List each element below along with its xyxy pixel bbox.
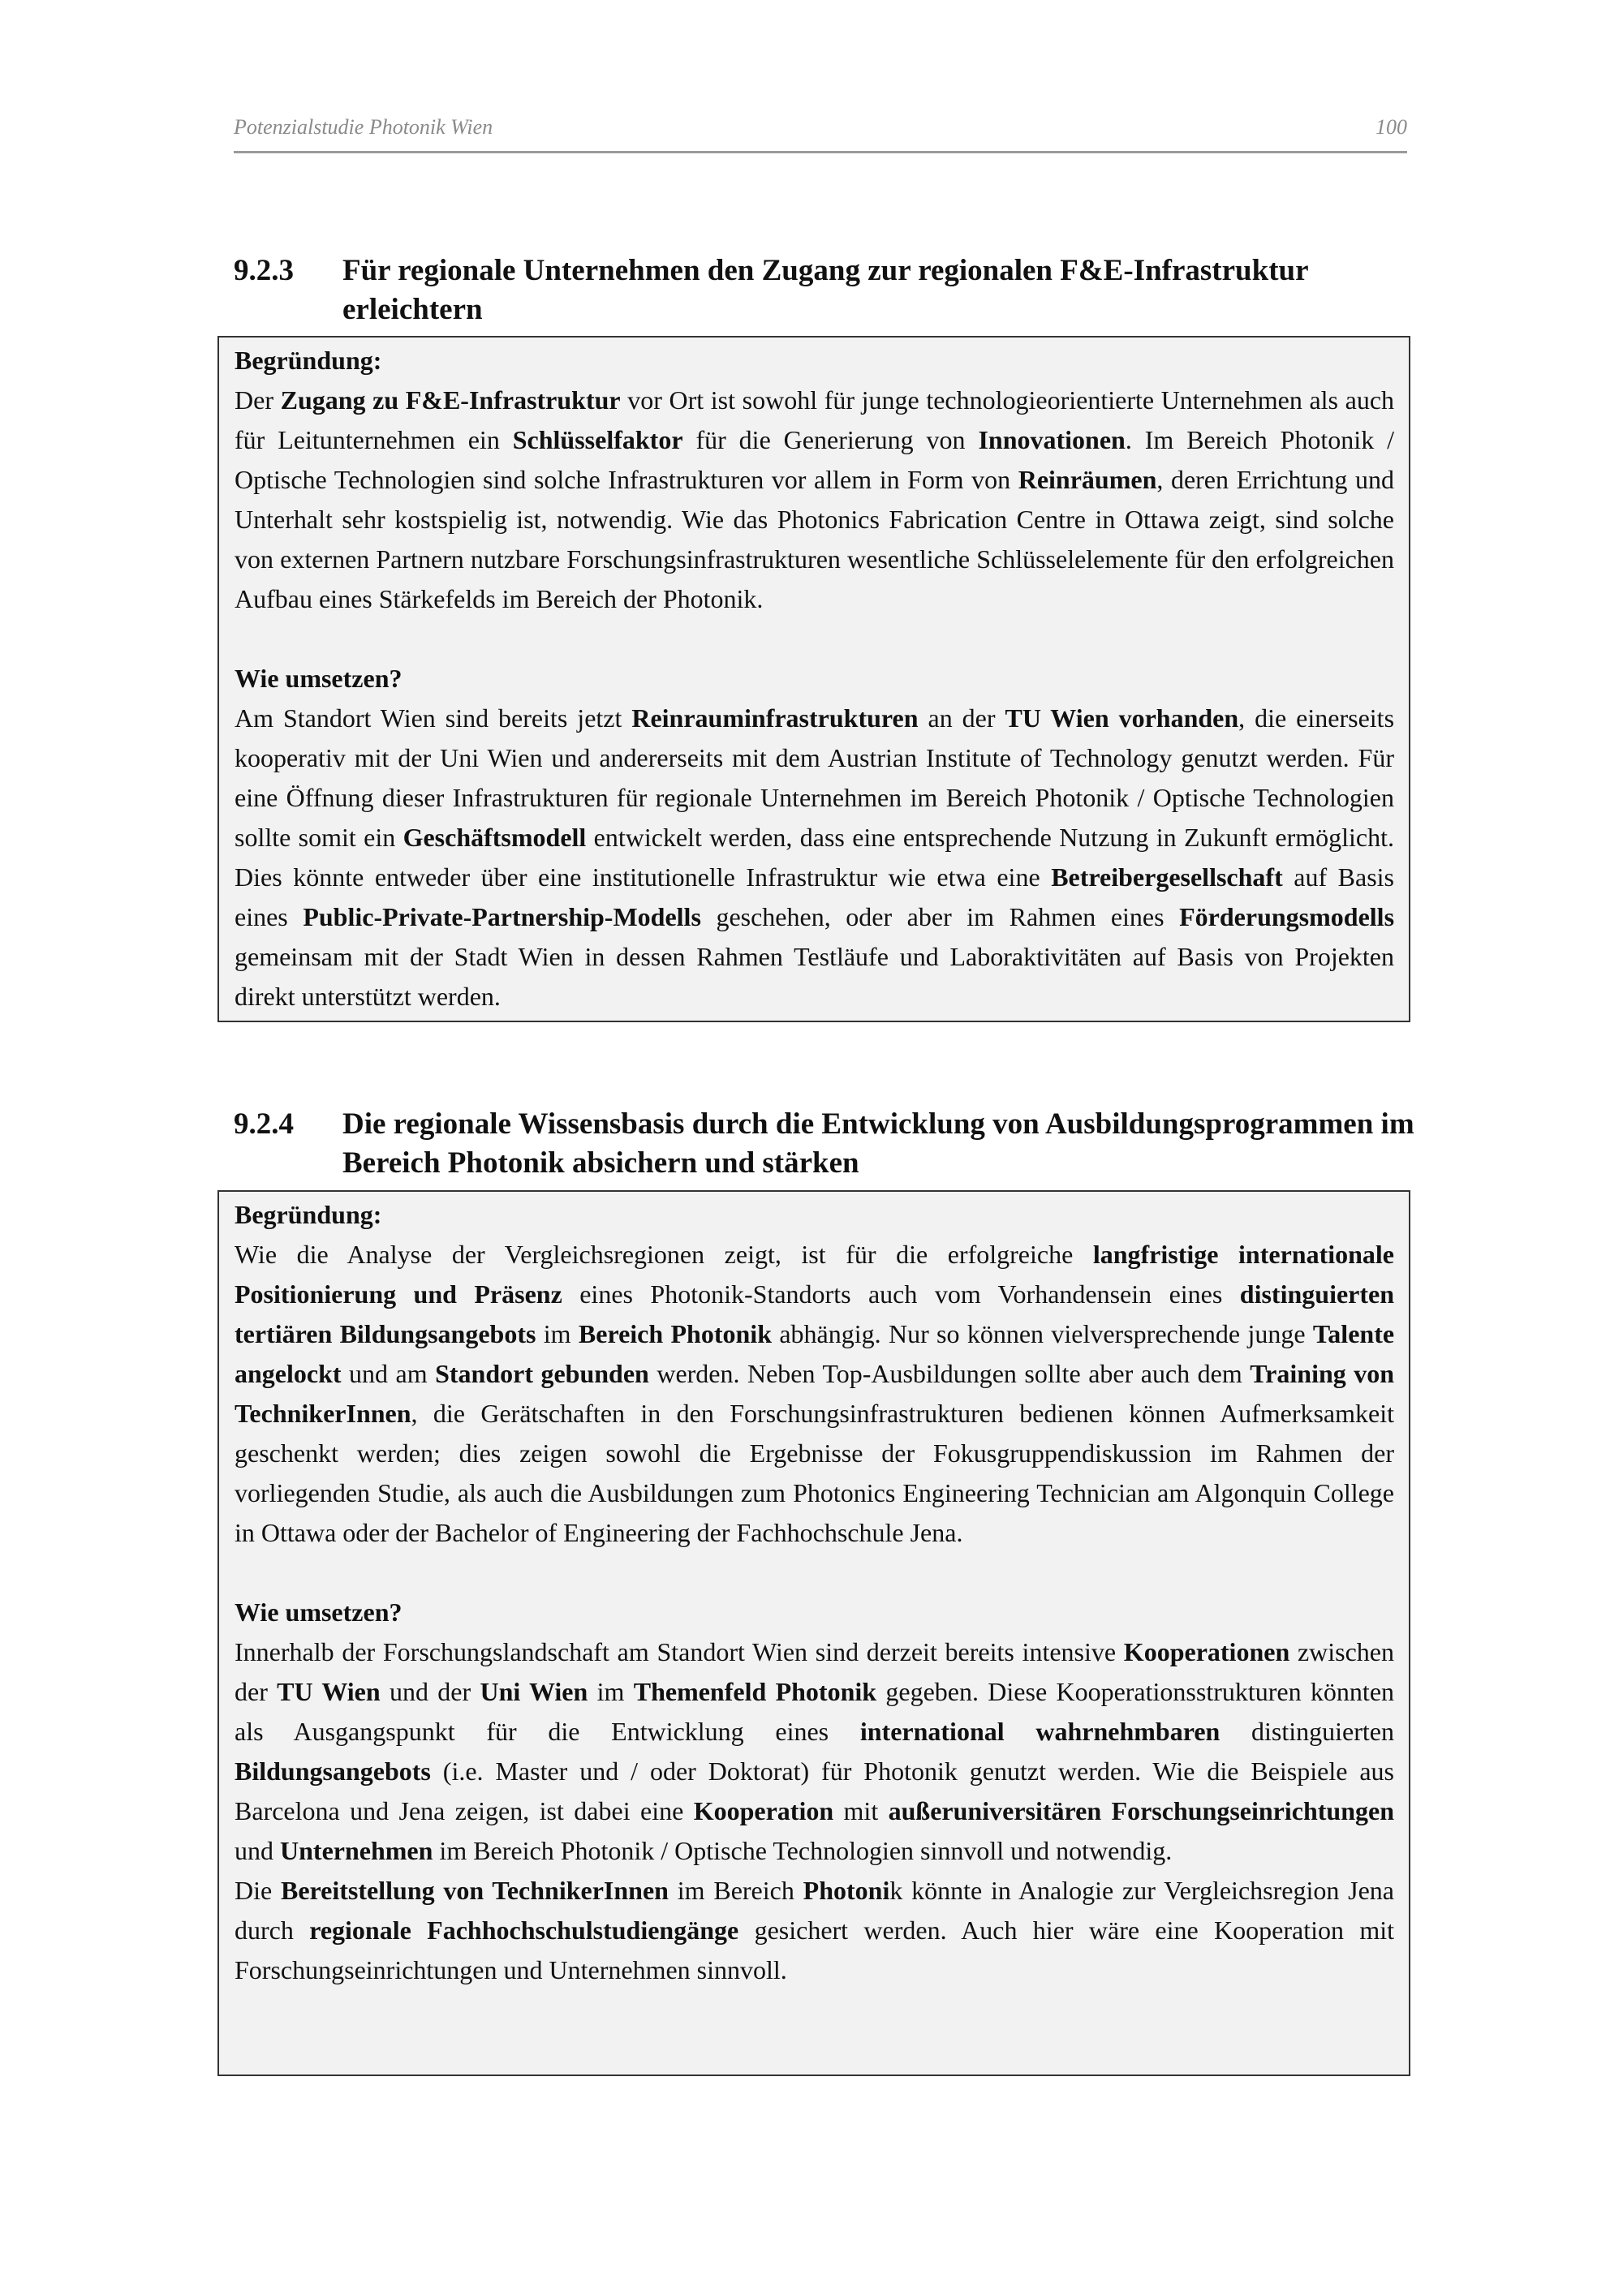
bold-phrase: international wahrnehmbaren — [859, 1717, 1220, 1746]
bold-phrase: TU Wien — [277, 1677, 381, 1706]
section-923-box — [217, 336, 1410, 1022]
bold-phrase: Schlüsselfaktor — [512, 425, 683, 454]
section-924-box — [217, 1190, 1410, 2076]
section-924-heading — [234, 1105, 1419, 1183]
bold-phrase: Photoni — [803, 1876, 890, 1905]
text-run: abhängig. Nur so können vielversprechende junge — [772, 1319, 1313, 1348]
text-run: für die Generierung von — [682, 425, 979, 454]
bold-phrase: Betreibergesellschaft — [1051, 862, 1283, 892]
begruendung-label: Begründung: — [235, 1200, 382, 1229]
bold-phrase: distinguierten tertiären Bildungsangebots — [235, 1279, 1395, 1348]
text-run: im Bereich Photonik / Optische Technologien sinnvoll und notwendig. — [433, 1836, 1173, 1865]
section-number: 9.2.4 — [234, 1107, 294, 1141]
bold-phrase: Public-Private-Partnership-Modells — [303, 902, 701, 931]
text-run: zwischen der — [235, 1637, 1395, 1706]
bold-phrase: Training von TechnikerInnen — [235, 1359, 1395, 1428]
text-run: und — [235, 1836, 280, 1865]
text-run: eines Photonik-Standorts auch vom Vorhandensein eines — [562, 1279, 1240, 1309]
text-run: (i.e. Master und / oder Doktorat) für Photonik genutzt werden. Wie die Beispiele aus Barcelona und Jena zeigen, ist dabei eine — [235, 1756, 1394, 1825]
text-run: entwickelt werden, dass eine entsprechende Nutzung in Zukunft ermöglicht. Dies könnte entweder über eine institutionelle Infrastruktur wie etwa eine — [235, 823, 1395, 892]
text-run: k könnte in Analogie zur Vergleichsregion Jena durch — [235, 1876, 1394, 1945]
section-923-heading — [234, 252, 1419, 329]
text-run: Innerhalb der Forschungslandschaft am Standort Wien sind derzeit bereits intensive — [235, 1637, 1124, 1666]
document-title: Potenzialstudie Photonik Wien — [234, 115, 493, 139]
bold-phrase: Reinrauminfrastrukturen — [631, 703, 919, 733]
text-run: , deren Errichtung und Unterhalt sehr kostspielig ist, notwendig. Wie das Photonics Fabrication Centre in Ottawa zeigt, sind solche von externen Partnern nutzbare Forschungsinfrastrukturen wesentliche Schlüsselelemente für den erfolgreichen Aufbau eines Stärkefelds im Bereich der Photonik. — [235, 465, 1395, 613]
text-run: . Im Bereich Photonik / Optische Technologien sind solche Infrastrukturen vor allem in Form von — [235, 425, 1395, 494]
bold-phrase: Bildungsangebots — [235, 1756, 431, 1786]
text-run: werden. Neben Top-Ausbildungen sollte aber auch dem — [648, 1359, 1251, 1388]
text-run: Am Standort Wien sind bereits jetzt — [235, 703, 632, 733]
text-run: gesichert werden. Auch hier wäre eine Kooperation mit Forschungseinrichtungen und Unternehmen sinnvoll. — [235, 1915, 1395, 1984]
bold-phrase: Innovationen — [978, 425, 1126, 454]
text-run: an der — [918, 703, 1005, 733]
bold-phrase: außeruniversitären Forschungseinrichtungen — [888, 1796, 1395, 1825]
umsetzen-text-2 — [235, 1871, 1394, 1990]
bold-phrase: langfristige internationale Positionierung und Präsenz — [235, 1240, 1395, 1309]
umsetzen-label: Wie umsetzen? — [235, 1597, 403, 1627]
bold-phrase: Uni Wien — [480, 1677, 588, 1706]
bold-phrase: Bereitstellung von TechnikerInnen — [281, 1876, 669, 1905]
bold-phrase: regionale Fachhochschulstudiengänge — [309, 1915, 739, 1945]
page-number: 100 — [1375, 115, 1407, 139]
text-run: geschehen, oder aber im Rahmen eines — [700, 902, 1180, 931]
text-run: gegeben. Diese Kooperationsstrukturen könnten als Ausgangspunkt für die Entwicklung eines — [235, 1677, 1395, 1746]
bold-phrase: Kooperation — [693, 1796, 834, 1825]
bold-phrase: Themenfeld Photonik — [633, 1677, 877, 1706]
text-run: vor Ort ist sowohl für junge technologieorientierte Unternehmen als auch für Leitunternehmen ein — [235, 385, 1395, 454]
bold-phrase: Zugang zu F&E-Infrastruktur — [280, 385, 621, 415]
bold-phrase: Kooperationen — [1123, 1637, 1290, 1666]
text-run: , die Gerätschaften in den Forschungsinfrastrukturen bedienen können Aufmerksamkeit geschenkt werden; dies zeigen sowohl die Ergebnisse der Fokusgruppendiskussion im Rahmen der vorliegenden Studie, als auch die Ausbildungen zum Photonics Engineering Technician am Algonquin College in Ottawa oder der Bachelor of Engineering der Fachhochschule Jena. — [235, 1399, 1394, 1547]
section-title: Die regionale Wissensbasis durch die Entwicklung von Ausbildungsprogrammen im Bereich Photonik absichern und stärken — [342, 1107, 1414, 1180]
begruendung-text — [235, 381, 1394, 619]
text-run: im — [588, 1677, 634, 1706]
umsetzen-label: Wie umsetzen? — [235, 664, 403, 693]
umsetzen-text — [235, 699, 1394, 1017]
bold-phrase: Talente angelockt — [235, 1319, 1395, 1388]
bold-phrase: Geschäftsmodell — [403, 823, 587, 852]
text-run: und am — [341, 1359, 436, 1388]
bold-phrase: Reinräumen — [1018, 465, 1157, 494]
umsetzen-text — [235, 1632, 1394, 1871]
bold-phrase: Standort gebunden — [435, 1359, 649, 1388]
text-run: Der — [235, 385, 281, 415]
text-run: auf Basis eines — [235, 862, 1395, 931]
begruendung-text — [235, 1235, 1394, 1553]
page-header — [234, 115, 1407, 153]
text-run: , die einerseits kooperativ mit der Uni Wien und andererseits mit dem Austrian Institute of Technology genutzt werden. Für eine Öffnung dieser Infrastrukturen für regionale Unternehmen im Bereich Photonik / Optische Technologien sollte somit ein — [235, 703, 1395, 852]
text-run: gemeinsam mit der Stadt Wien in dessen Rahmen Testläufe und Laboraktivitäten auf Basis von Projekten direkt unterstützt werden. — [235, 942, 1394, 1011]
section-title: Für regionale Unternehmen den Zugang zur regionalen F&E-Infrastruktur erleichtern — [342, 254, 1308, 326]
text-run: Wie die Analyse der Vergleichsregionen zeigt, ist für die erfolgreiche — [235, 1240, 1093, 1269]
text-run: mit — [833, 1796, 889, 1825]
bold-phrase: Bereich Photonik — [578, 1319, 772, 1348]
text-run: und der — [380, 1677, 480, 1706]
bold-phrase: Unternehmen — [280, 1836, 433, 1865]
begruendung-label: Begründung: — [235, 346, 382, 375]
section-number: 9.2.3 — [234, 254, 294, 287]
bold-phrase: TU Wien vorhanden — [1005, 703, 1239, 733]
text-run: im — [536, 1319, 579, 1348]
text-run: Die — [235, 1876, 281, 1905]
text-run: distinguierten — [1220, 1717, 1395, 1746]
bold-phrase: Förderungsmodells — [1179, 902, 1395, 931]
text-run: im Bereich — [668, 1876, 803, 1905]
